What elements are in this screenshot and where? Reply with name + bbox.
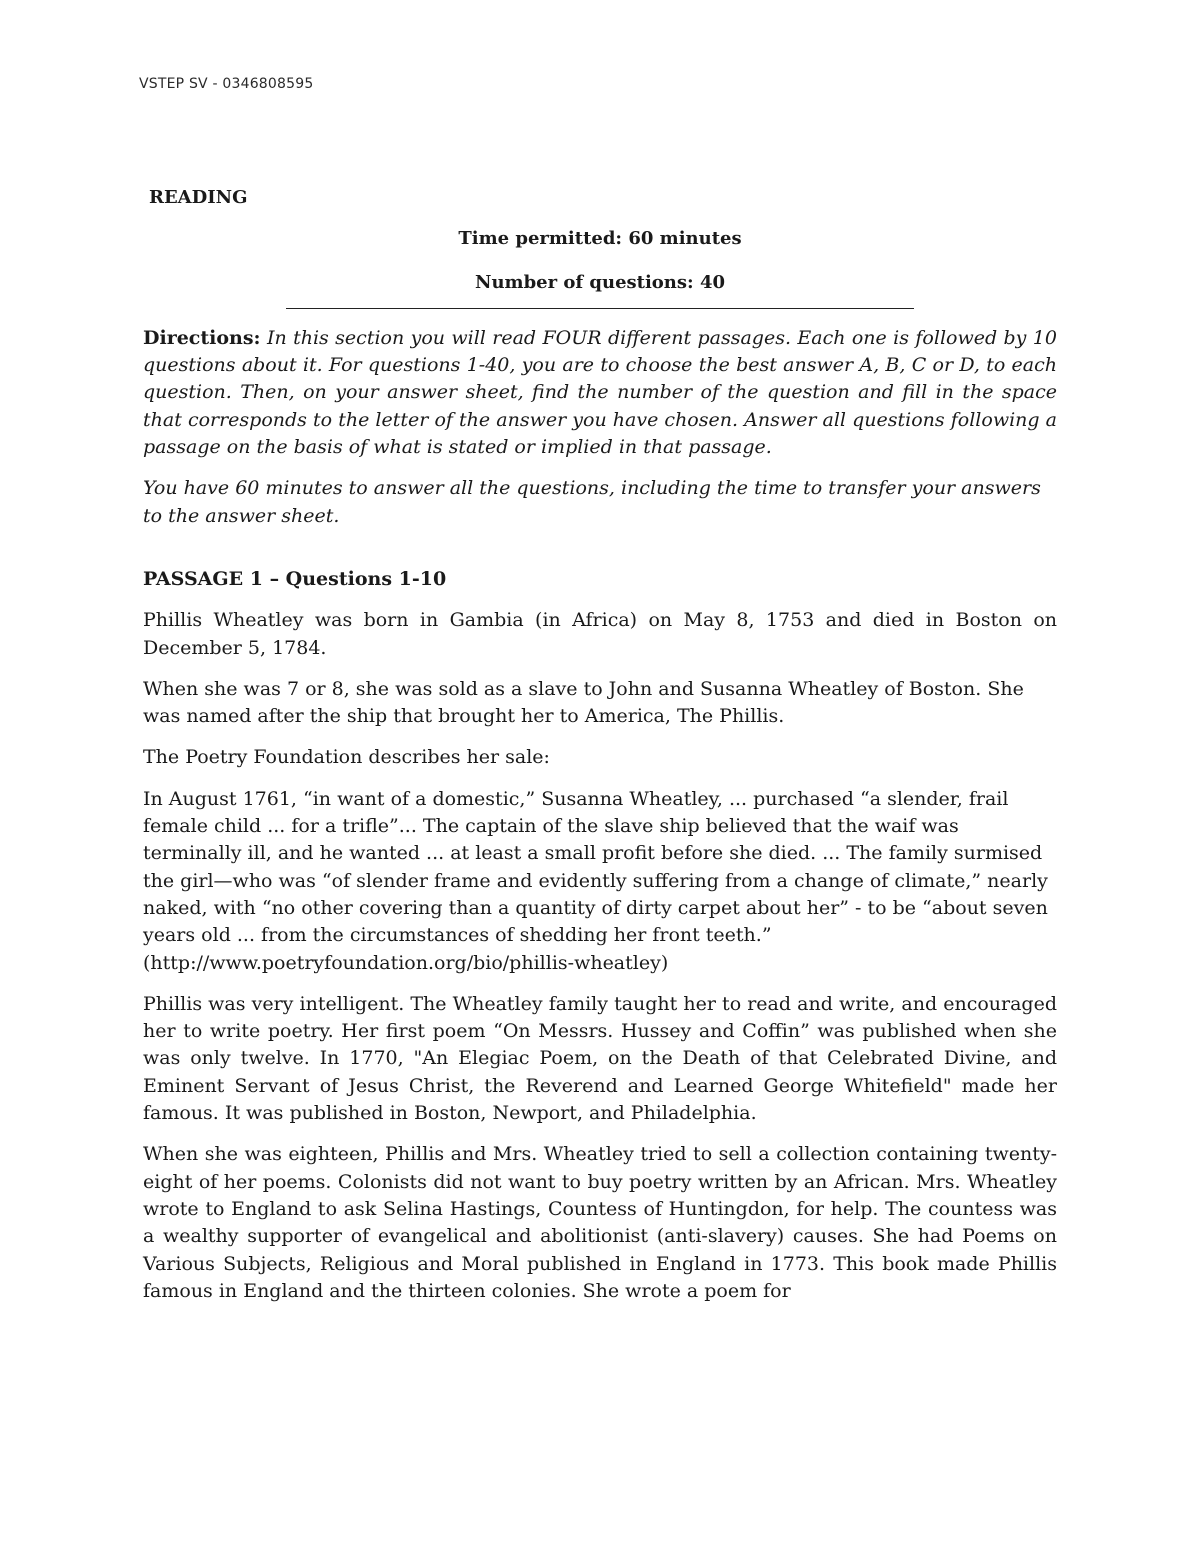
passage-heading: PASSAGE 1 – Questions 1-10 (143, 567, 447, 590)
time-note: You have 60 minutes to answer all the questions, including the time to transfer your answers to the answer sheet. (143, 477, 1041, 527)
page-header: VSTEP SV - 0346808595 (139, 76, 314, 92)
directions-text: In this section you will read FOUR different passages. Each one is followed by 10 questions about it. For questions 1-40, you are to choose the best answer A, B, C or D, to each question. Then, on your answer sheet, find the number of the question and fill in the space that corresponds to the letter of the answer you have chosen. Answer all questions following a passage on the basis of what is stated or implied in that passage. (143, 326, 1057, 459)
directions-paragraph (143, 325, 1057, 461)
passage-paragraph-1: Phillis Wheatley was born in Gambia (in Africa) on May 8, 1753 and died in Boston on December 5, 1784. (143, 609, 1057, 659)
passage-paragraph-2: When she was 7 or 8, she was sold as a slave to John and Susanna Wheatley of Boston. She was named after the ship that brought her to America, The Phillis. (143, 677, 1024, 728)
passage-paragraph-3: The Poetry Foundation describes her sale: (143, 746, 550, 769)
passage-paragraph-6: When she was eighteen, Phillis and Mrs. Wheatley tried to sell a collection containing twenty-eight of her poems. Colonists did not want to buy poetry written by an African. Mrs. Wheatley wrote to England to ask Selina Hastings, Countess of Huntingdon, for help. The countess was a wealthy supporter of evangelical and abolitionist (anti-slavery) causes. She had Poems on Various Subjects, Religious and Moral published in England in 1773. This book made Phillis famous in England and the thirteen colonies. She wrote a poem for (143, 1143, 1057, 1302)
number-of-questions: Number of questions: 40 (475, 271, 725, 293)
passage-paragraph-5: Phillis was very intelligent. The Wheatley family taught her to read and write, and encouraged her to write poetry. Her first poem “On Messrs. Hussey and Coffin” was published when she was only twelve. In 1770, "An Elegiac Poem, on the Death of that Celebrated Divine, and Eminent Servant of Jesus Christ, the Reverend and Learned George Whitefield" made her famous. It was published in Boston, Newport, and Philadelphia. (143, 992, 1057, 1125)
divider-line (286, 308, 914, 309)
document-body (143, 184, 1057, 1319)
section-title: READING (149, 187, 248, 208)
directions-label: Directions: (143, 326, 261, 349)
passage-quote: In August 1761, “in want of a domestic,” Susanna Wheatley, ... purchased “a slender, frail female child ... for a trifle”... The captain of the slave ship believed that the waif was terminally ill, and he wanted ... at least a small profit before she died. ... The family surmised the girl—who was “of slender frame and evidently suffering from a change of climate,” nearly naked, with “no other covering than a quantity of dirty carpet about her” - to be “about seven years old ... from the circumstances of shedding her front teeth.” (http://www.poetryfoundation.org/bio/phillis-wheatley) (143, 787, 1048, 974)
time-permitted: Time permitted: 60 minutes (458, 228, 742, 250)
